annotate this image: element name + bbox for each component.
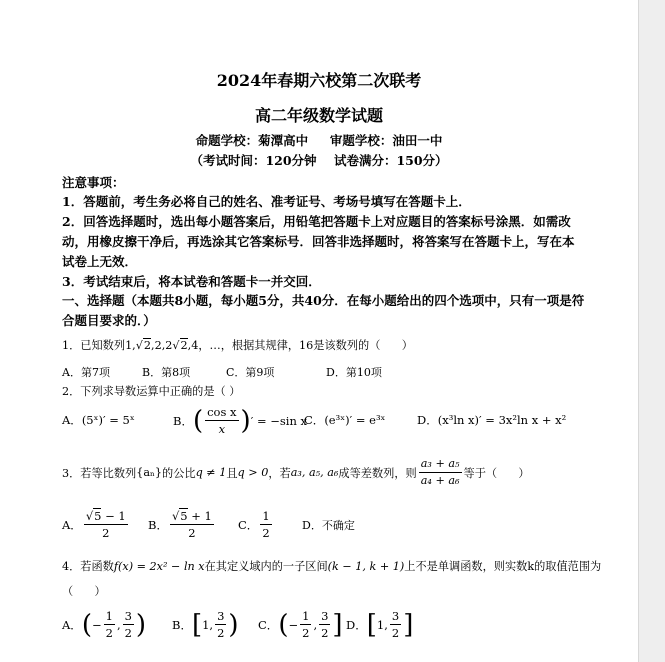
q4-b-num: 3	[217, 609, 225, 623]
q3-frac-num: a₃ + a₅	[419, 456, 462, 473]
q4-a-minus: −	[91, 617, 102, 632]
q4-a-paren-right: )	[135, 609, 147, 640]
question-1	[62, 337, 413, 353]
q2-c-label: C．	[304, 413, 325, 427]
q1-option-d[interactable]: D．第10项	[326, 366, 382, 379]
q4-c-frac2	[319, 608, 330, 641]
q4-c-comma: ,	[313, 617, 318, 632]
q4-c-den2: 2	[321, 626, 329, 640]
q4-d-paren-right: ]	[403, 609, 414, 640]
q3-a-rest: − 1	[101, 509, 126, 523]
q3-a-root: 5	[94, 509, 102, 523]
q3-b-root: 5	[180, 509, 188, 523]
q1-prefix: 1．已知数列	[62, 339, 126, 352]
q3-fraction	[419, 456, 462, 489]
q4-d-first: 1,	[376, 617, 388, 632]
q4-a-frac1	[104, 608, 115, 641]
q1-seq-b: 2	[143, 339, 152, 352]
q4-interval: (k − 1, k + 1)	[327, 560, 405, 573]
q3-b-den: 2	[188, 526, 196, 540]
q3-a-fraction	[84, 508, 128, 541]
q3-c-den: 2	[262, 526, 270, 540]
q3-b-label: B．	[148, 517, 168, 532]
q4-option-a[interactable]	[62, 608, 146, 641]
q3-terms: a₃, a₅, a₆	[290, 466, 339, 479]
q4-a-frac2	[123, 608, 134, 641]
q4-c-den1: 2	[302, 626, 310, 640]
q4-c-paren-left: (	[278, 609, 289, 640]
q4-a-paren-left: (	[81, 609, 92, 640]
q4-b-paren-right: )	[228, 609, 239, 640]
q4-a-num1: 1	[105, 609, 113, 623]
q1-seq-d: 2	[180, 339, 188, 352]
q1-seq: 1,√2,2,2√2,4，…，	[125, 339, 232, 352]
q4-c-label: C．	[258, 617, 279, 632]
exam-title: 2024年春期六校第二次联考	[216, 71, 422, 90]
q4-b-frac	[215, 608, 226, 641]
q2-option-a[interactable]	[62, 412, 135, 428]
q2-b-fraction	[205, 404, 238, 437]
q3-b-num: √5 + 1	[171, 509, 212, 523]
q2-d-label: D．	[417, 413, 438, 427]
q4-option-c[interactable]	[258, 608, 343, 641]
q4-option-b[interactable]	[172, 608, 239, 641]
viewer-right-scroll-area[interactable]	[638, 0, 665, 662]
notice-item-2-line1: 2．回答选择题时，选出每小题答案后，用铅笔把答题卡上对应题目的答案标号涂黑．如需改	[62, 214, 571, 229]
section1-heading-line1: 一、选择题（本题共8小题，每小题5分，共40分．在每小题给出的四个选项中，只有一项是符	[62, 293, 585, 308]
q4-b-paren-left: [	[191, 609, 203, 640]
q4-tail: （ ）	[62, 585, 106, 598]
q3-option-a[interactable]	[62, 508, 130, 541]
q4-c-paren-right: ]	[332, 609, 343, 640]
notice-heading: 注意事项：	[62, 175, 125, 190]
q3-c-fraction	[260, 508, 271, 541]
q4-c-num2: 3	[321, 609, 329, 623]
q4-a-label: A．	[62, 617, 82, 632]
q4-b-label: B．	[172, 617, 192, 632]
q3-cond2: q > 0	[237, 466, 269, 479]
q2-a-label: A．	[62, 413, 82, 427]
q2-a-expr: (5ˣ)′ = 5ˣ	[81, 413, 135, 427]
q3-seq: {aₙ}	[136, 466, 162, 479]
q1-seq-c: ,2,2	[151, 339, 173, 352]
q3-b-rest: + 1	[187, 509, 212, 523]
exam-schools: 命题学校：菊潭高中 审题学校：油田一中	[195, 133, 443, 148]
q3-mid: 的公比	[162, 466, 196, 480]
q4-d-frac	[390, 608, 401, 641]
q2-b-den: x	[218, 422, 226, 436]
question-4	[62, 558, 601, 574]
q4-d-num: 3	[391, 609, 400, 623]
q3-frac-den: a₄ + a₆	[420, 474, 460, 487]
exam-subtitle: 高二年级数学试题	[254, 106, 383, 125]
q2-b-num: cos x	[207, 405, 237, 419]
q4-a-den1: 2	[105, 626, 113, 640]
q3-option-c[interactable]	[238, 508, 274, 541]
q3-c-label: C．	[238, 517, 259, 532]
question-2: 2．下列求导数运算中正确的是（ ）	[62, 385, 241, 398]
q4-func: f(x) = 2x² − ln x	[113, 560, 205, 573]
q3-suffix: 等于（ ）	[463, 466, 530, 480]
q4-b-first: 1,	[202, 617, 214, 632]
q1-option-b[interactable]: B．第8项	[142, 366, 191, 379]
q4-b-den: 2	[217, 626, 225, 640]
q4-c-frac1	[300, 608, 311, 641]
notice-item-3: 3．考试结束后，将本试卷和答题卡一并交回．	[62, 274, 321, 289]
q3-a-label: A．	[62, 517, 82, 532]
q4-mid: 在其定义域内的一子区间	[204, 560, 328, 573]
q3-option-d[interactable]: D．不确定	[302, 519, 355, 532]
q4-c-minus: −	[288, 617, 299, 632]
q3-option-b[interactable]	[148, 508, 216, 541]
q2-c-expr: (e³ˣ)′ = e³ˣ	[324, 413, 386, 427]
q3-mid2: 成等差数列，则	[338, 466, 417, 480]
q4-prefix: 4．若函数	[62, 560, 114, 573]
q2-b-label: B．	[173, 413, 193, 428]
q3-b-fraction	[170, 508, 214, 541]
q4-a-comma: ,	[116, 617, 121, 632]
q4-d-den: 2	[391, 626, 400, 640]
q4-suffix: 上不是单调函数，则实数k的取值范围为	[404, 560, 602, 573]
q2-d-expr: (x³ln x)′ = 3x²ln x + x²	[437, 413, 567, 427]
q3-c-num: 1	[262, 509, 270, 523]
q3-cond: q ≠ 1	[195, 466, 227, 479]
q3-prefix: 3．若等比数列	[62, 466, 137, 480]
q2-b-paren-left: (	[192, 405, 204, 436]
q2-option-b[interactable]	[173, 404, 307, 437]
q1-seq-e: ,4，…，	[187, 339, 232, 352]
q3-a-num: √5 − 1	[85, 509, 126, 523]
q2-b-paren-right: )	[240, 405, 251, 436]
q3-a-den: 2	[102, 526, 110, 540]
q3-and: 且	[226, 466, 238, 480]
question-3	[62, 456, 530, 489]
notice-item-2-line2: 动，用橡皮擦干净后，再选涂其它答案标号．回答非选择题时，将答案写在答题卡上，写在本	[62, 234, 575, 249]
q2-b-rhs: ′ = −sin x	[250, 413, 308, 428]
q4-d-paren-left: [	[366, 609, 377, 640]
notice-item-1: 1．答题前，考生务必将自己的姓名、准考证号、考场号填写在答题卡上．	[62, 194, 471, 209]
q1-option-c[interactable]: C．第9项	[226, 366, 275, 379]
q4-a-den2: 2	[124, 626, 132, 640]
exam-info: （考试时间：120分钟 试卷满分：150分）	[190, 153, 448, 168]
q3-comma: ，若	[268, 466, 291, 480]
q4-d-label: D．	[346, 617, 367, 632]
notice-item-2-line3: 试卷上无效．	[62, 254, 138, 269]
q1-suffix: 根据其规律，16是该数列的（ ）	[231, 339, 413, 352]
q1-seq-a: 1,	[125, 339, 136, 352]
q2-option-c[interactable]	[304, 412, 385, 428]
q4-c-num1: 1	[302, 609, 310, 623]
q1-option-a[interactable]: A．第7项	[62, 366, 110, 379]
q2-option-d[interactable]	[417, 412, 566, 428]
q4-option-d[interactable]	[346, 608, 413, 641]
q4-a-num2: 3	[124, 609, 132, 623]
section1-heading-line2: 合题目要求的．）	[62, 313, 156, 328]
